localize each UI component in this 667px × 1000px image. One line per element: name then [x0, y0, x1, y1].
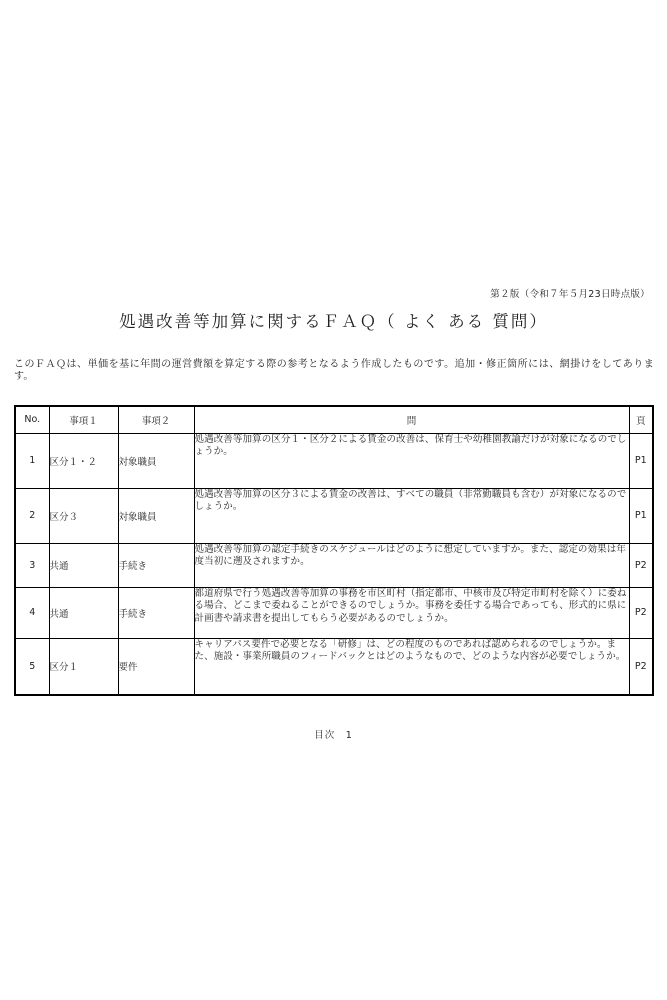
page-title: 処遇改善等加算に関するＦＡＱ（ よく ある 質問） — [119, 312, 548, 331]
table-row — [15, 433, 653, 488]
cell-item2: 対象職員 — [118, 488, 194, 543]
cell-item2: 手続き — [118, 587, 194, 638]
cell-item2: 対象職員 — [118, 433, 194, 488]
cell-no: 1 — [15, 433, 49, 488]
cell-page: P1 — [629, 433, 653, 488]
cell-item1: 区分１・２ — [49, 433, 118, 488]
table-row — [15, 638, 653, 695]
cell-no: 2 — [15, 488, 49, 543]
table-row — [15, 488, 653, 543]
cell-item1: 共通 — [49, 543, 118, 587]
table-row — [15, 587, 653, 638]
faq-table — [14, 405, 654, 696]
cell-page: P1 — [629, 488, 653, 543]
table-header-question: 問 — [194, 406, 629, 433]
cell-no: 4 — [15, 587, 49, 638]
cell-item1: 共通 — [49, 587, 118, 638]
cell-item1: 区分１ — [49, 638, 118, 695]
table-header-page: 頁 — [629, 406, 653, 433]
cell-question: 処遇改善等加算の区分３による賃金の改善は、すべての職員（非常勤職員も含む）が対象になるのでしょうか。 — [194, 488, 629, 543]
cell-question: 処遇改善等加算の認定手続きのスケジュールはどのように想定していますか。また、認定の効果は年度当初に遡及されますか。 — [194, 543, 629, 587]
cell-page: P2 — [629, 543, 653, 587]
table-header-item2: 事項２ — [118, 406, 194, 433]
cell-question: 都道府県で行う処遇改善等加算の事務を市区町村（指定都市、中核市及び特定市町村を除く）に委ねる場合、どこまで委ねることができるのでしょうか。事務を委任する場合であっても、形式的に県に計画書や請求書を提出してもらう必要があるのでしょうか。 — [194, 587, 629, 638]
table-header-item1: 事項１ — [49, 406, 118, 433]
cell-item2: 要件 — [118, 638, 194, 695]
table-header-row — [15, 406, 653, 433]
cell-question: キャリアパス要件で必要となる「研修」は、どの程度のものであれば認められるのでしょうか。また、施設・事業所職員のフィードバックとはどのようなもので、どのような内容が必要でしょうか。 — [194, 638, 629, 695]
page-footer: 目次 1 — [314, 730, 353, 741]
cell-item1: 区分３ — [49, 488, 118, 543]
intro-paragraph: このＦＡＱは、単価を基に年間の運営費額を算定する際の参考となるよう作成したものです。追加・修正箇所には、網掛けをしてあります。 — [14, 359, 654, 383]
cell-no: 3 — [15, 543, 49, 587]
cell-item2: 手続き — [118, 543, 194, 587]
table-row — [15, 543, 653, 587]
cell-page: P2 — [629, 587, 653, 638]
edition-note: 第２版（令和７年５月23日時点版） — [490, 289, 650, 300]
cell-no: 5 — [15, 638, 49, 695]
cell-page: P2 — [629, 638, 653, 695]
table-header-no: No. — [15, 406, 49, 433]
cell-question: 処遇改善等加算の区分１・区分２による賃金の改善は、保育士や幼稚園教諭だけが対象になるのでしょうか。 — [194, 433, 629, 488]
